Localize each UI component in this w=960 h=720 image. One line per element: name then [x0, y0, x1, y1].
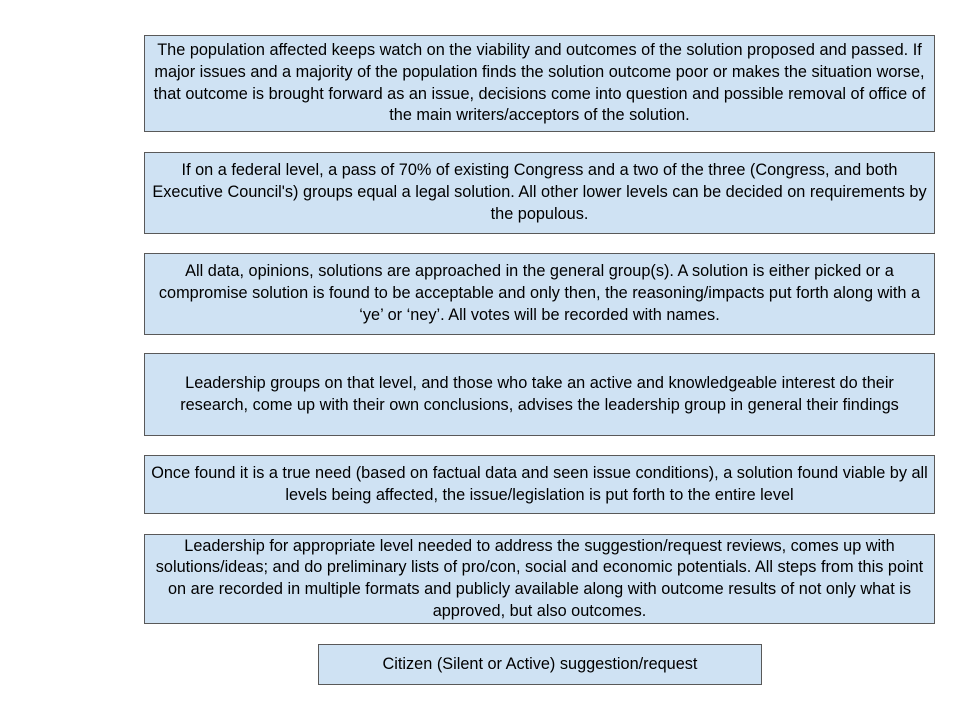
step-box-general-group-vote	[144, 253, 935, 335]
step-text: If on a federal level, a pass of 70% of existing Congress and a two of the three (Congress, and both Executive Council's) groups equal a legal solution. All other lower levels can be decided on requirements by the populous.	[152, 161, 927, 223]
step-text: Citizen (Silent or Active) suggestion/request	[382, 654, 698, 673]
step-box-true-need	[144, 455, 935, 514]
step-text: The population affected keeps watch on the viability and outcomes of the solution proposed and passed. If major issues and a majority of the population finds the solution outcome poor or makes the situation worse, that outcome is brought forward as an issue, decisions come into question and possible removal of office of the main writers/acceptors of the solution.	[153, 41, 926, 125]
step-text: Leadership groups on that level, and those who take an active and knowledgeable interest do their research, come up with their own conclusions, advises the leadership group in general their findings	[180, 373, 899, 414]
step-text: Leadership for appropriate level needed to address the suggestion/request reviews, comes up with solutions/ideas; and do preliminary lists of pro/con, social and economic potentials. All steps from this point on are recorded in multiple formats and publicly available along with outcome results of not only what is approved, but also outcomes.	[155, 536, 924, 620]
step-box-citizen-request	[318, 644, 762, 685]
step-box-leadership-review	[144, 534, 935, 624]
step-box-population-watch	[144, 35, 935, 132]
step-box-leadership-research	[144, 353, 935, 436]
step-box-federal-pass	[144, 152, 935, 234]
step-text: All data, opinions, solutions are approached in the general group(s). A solution is either picked or a compromise solution is found to be acceptable and only then, the reasoning/impacts put forth along with a ‘ye’ or ‘ney’. All votes will be recorded with names.	[158, 262, 921, 324]
step-text: Once found it is a true need (based on factual data and seen issue conditions), a solution found viable by all levels being affected, the issue/legislation is put forth to the entire level	[151, 463, 928, 504]
